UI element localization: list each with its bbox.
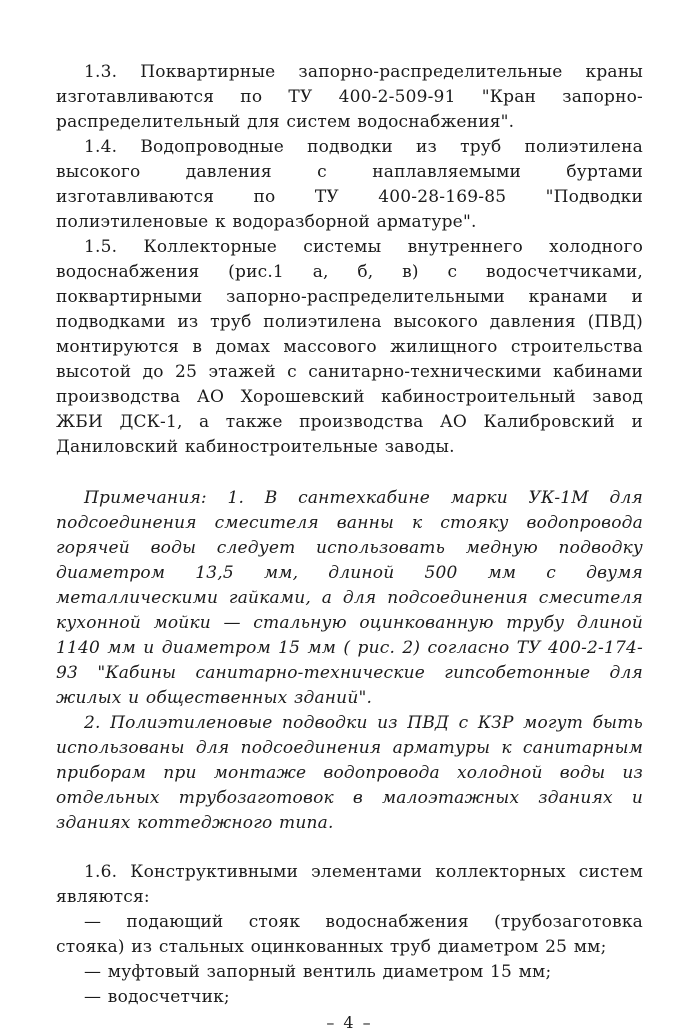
paragraph-1-6-intro: 1.6. Конструктивными элементами коллекторных систем являются:	[56, 862, 643, 907]
section-gap-before-1-6	[56, 836, 643, 860]
bullet-supply-riser: — подающий стояк водоснабжения (трубозаготовка стояка) из стальных оцинкованных труб диаметром 25 мм;	[56, 912, 643, 957]
note-2: 2. Полиэтиленовые подводки из ПВД с КЗР могут быть использованы для подсоединения арматуры к санитарным приборам при монтаже водопровода холодной воды из отдельных трубозаготовок в малоэтажных зданиях и зданиях коттеджного типа.	[56, 713, 643, 833]
section-gap-before-notes	[56, 460, 643, 486]
paragraph-1-3: 1.3. Поквартирные запорно-распределительные краны изготавливаются по ТУ 400-2-509-91 "Кран запорно-распределительный для систем водоснабжения".	[56, 62, 643, 132]
paragraph-1-5: 1.5. Коллекторные системы внутреннего холодного водоснабжения (рис.1 а, б, в) с водосчетчиками, поквартирными запорно-распределительными кранами и подводками из труб полиэтилена высокого давления (ПВД) монтируются в домах массового жилищного строительства высотой до 25 этажей с санитарно-техническими кабинами производства АО Хорошевский кабиностроительный завод ЖБИ ДСК-1, а также производства АО Калибровский и Даниловский кабиностроительные заводы.	[56, 237, 643, 457]
paragraph-1-4: 1.4. Водопроводные подводки из труб полиэтилена высокого давления с наплавляемыми буртами изготавливаются по ТУ 400-28-169-85 "Подводки полиэтиленовые к водоразборной арматуре".	[56, 137, 643, 232]
bullet-water-meter: — водосчетчик;	[84, 987, 230, 1007]
note-1: Примечания: 1. В сантехкабине марки УК-1М для подсоединения смесителя ванны к стояку водопровода горячей воды следует использовать медную подводку диаметром 13,5 мм, длиной 500 мм с двумя металлическими гайками, а для подсоединения смесителя кухонной мойки — стальную оцинкованную трубу длиной 1140 мм и диаметром 15 мм ( рис. 2) согласно ТУ 400-2-174-93 "Кабины санитарно-технические гипсобетонные для жилых и общественных зданий".	[56, 488, 643, 708]
page-number: – 4 –	[326, 1013, 373, 1032]
bullet-shutoff-valve: — муфтовый запорный вентиль диаметром 15 мм;	[84, 962, 552, 982]
